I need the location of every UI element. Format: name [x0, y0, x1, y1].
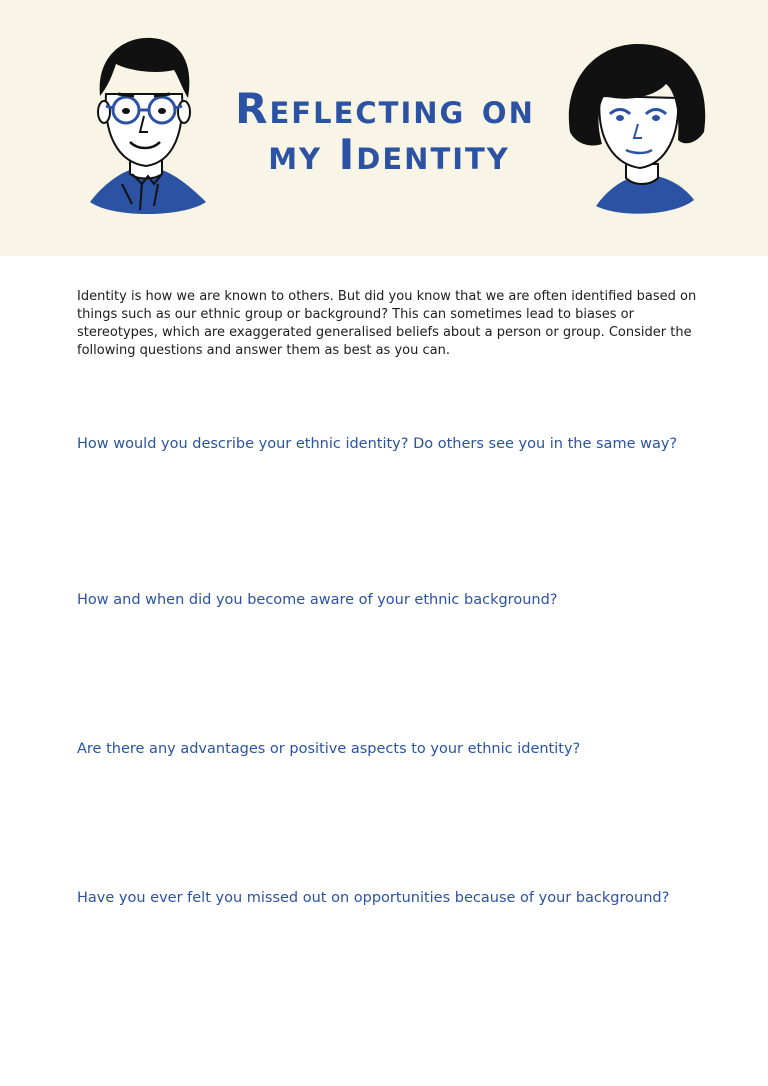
question-awareness: How and when did you become aware of your ethnic background? [77, 592, 558, 608]
girl-portrait-illustration [562, 40, 712, 218]
answer-area-4[interactable] [77, 916, 697, 1016]
question-ethnic-identity: How would you describe your ethnic identity? Do others see you in the same way? [77, 436, 678, 452]
intro-paragraph: Identity is how we are known to others. But did you know that we are often identified based on things such as our ethnic group or background? This can sometimes lead to biases or stereotypes, which are exaggerated generalised beliefs about a person or group. Consider the following questions and answer them as best as you can. [77, 289, 697, 358]
page-title [190, 86, 580, 178]
answer-area-3[interactable] [77, 767, 697, 867]
answer-area-2[interactable] [77, 618, 697, 718]
title-line-1: Reflecting on [235, 84, 535, 133]
title-line-2: my Identity [268, 130, 510, 179]
question-advantages: Are there any advantages or positive aspects to your ethnic identity? [77, 741, 581, 757]
answer-area-1[interactable] [77, 462, 697, 562]
header-banner [0, 0, 768, 256]
question-missed-opportunities: Have you ever felt you missed out on opportunities because of your background? [77, 890, 670, 906]
